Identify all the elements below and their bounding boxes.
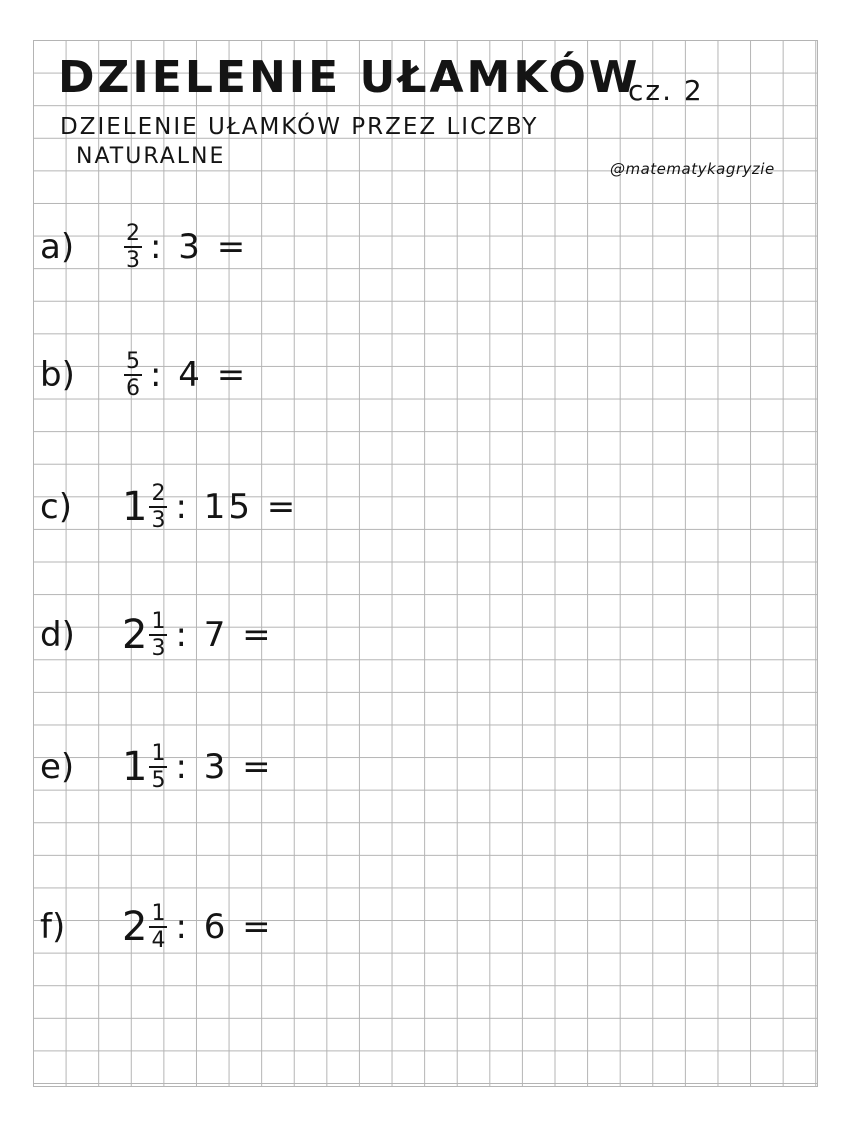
numerator: 5 — [126, 349, 140, 374]
fraction — [149, 610, 167, 660]
division-expression: : 3 = — [175, 747, 274, 788]
exercise-label: b) — [40, 355, 75, 396]
exercise-label: c) — [40, 487, 72, 528]
denominator: 4 — [151, 928, 166, 954]
division-expression: : 7 = — [175, 615, 274, 656]
numerator: 2 — [151, 481, 166, 506]
fraction — [124, 222, 142, 272]
numerator: 2 — [126, 221, 140, 246]
fraction — [149, 902, 167, 952]
denominator: 3 — [151, 508, 166, 534]
division-expression: : 3 = — [150, 227, 249, 268]
exercise-f — [40, 902, 274, 952]
exercise-b — [40, 350, 248, 400]
worksheet-title: DZIELENIE UŁAMKÓW — [58, 52, 641, 103]
subtitle-line-2: NATURALNE — [76, 144, 226, 169]
numerator: 1 — [151, 609, 166, 634]
author-handle: @matematykagryzie — [610, 160, 775, 178]
division-expression: : 15 = — [175, 487, 299, 528]
fraction — [149, 742, 167, 792]
exercise-label: d) — [40, 615, 75, 656]
numerator: 1 — [151, 741, 166, 766]
exercise-e — [40, 742, 274, 792]
part-number: cz. 2 — [628, 74, 704, 107]
exercise-d — [40, 610, 274, 660]
whole-number: 2 — [122, 612, 148, 659]
whole-number: 2 — [122, 904, 148, 951]
subtitle-line-1: DZIELENIE UŁAMKÓW PRZEZ LICZBY — [60, 114, 539, 140]
exercise-label: a) — [40, 227, 75, 268]
exercise-a — [40, 222, 248, 272]
fraction — [149, 482, 167, 532]
exercise-c — [40, 482, 298, 532]
exercise-label: e) — [40, 747, 75, 788]
exercise-label: f) — [40, 907, 66, 948]
fraction — [124, 350, 142, 400]
denominator: 3 — [126, 248, 140, 274]
division-expression: : 4 = — [150, 355, 249, 396]
division-expression: : 6 = — [175, 907, 274, 948]
denominator: 6 — [126, 376, 140, 402]
numerator: 1 — [151, 901, 166, 926]
whole-number: 1 — [122, 744, 148, 791]
denominator: 5 — [151, 768, 166, 794]
whole-number: 1 — [122, 484, 148, 531]
denominator: 3 — [151, 636, 166, 662]
